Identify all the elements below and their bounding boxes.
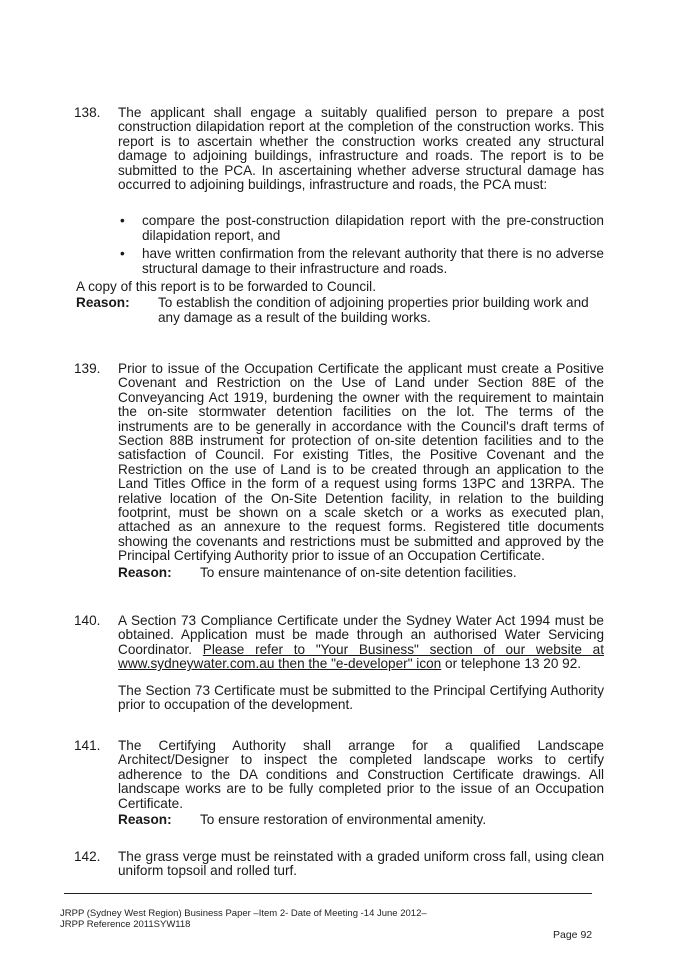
reason-text: To ensure restoration of environmental amenity. xyxy=(200,812,487,828)
footer-line-1: JRPP (Sydney West Region) Business Paper –Item 2- Date of Meeting -14 June 2012– xyxy=(60,908,427,919)
clause-number: 140. xyxy=(74,613,101,628)
bullet-list xyxy=(118,214,604,276)
clause-number: 141. xyxy=(74,738,101,753)
list-item xyxy=(118,247,604,276)
clause-text xyxy=(118,614,604,672)
footer xyxy=(60,908,427,930)
footer-line-2: JRPP Reference 2011SYW118 xyxy=(60,919,191,930)
clause-number: 138. xyxy=(74,105,101,120)
page-number: Page 92 xyxy=(553,929,593,941)
clause-text-a: A Section 73 Compliance Certificate under the Sydney Water Act 1994 must be obtained. Application must be made through an authorised Water Servicing Coordinator. xyxy=(118,613,604,657)
clause-139 xyxy=(74,362,604,580)
website-link[interactable]: Please refer to "Your Business" section of our website at www.sydneywater.com.au then the "e-developer" icon xyxy=(118,641,604,672)
bullet-text: compare the post-construction dilapidation report with the pre-construction dilapidation report, and xyxy=(142,213,604,243)
reason-row xyxy=(118,566,604,580)
reason-row xyxy=(76,296,604,325)
list-item xyxy=(118,214,604,243)
reason-text: To ensure maintenance of on-site detention facilities. xyxy=(200,564,517,580)
clause-140 xyxy=(74,614,604,712)
reason-label: Reason: xyxy=(118,564,172,580)
clause-text-b: or telephone 13 20 92. xyxy=(445,656,582,672)
clause-text: The applicant shall engage a suitably qualified person to prepare a post construction dilapidation report at the completion of the construction works. This report is to ascertain whether the construction works created any structural damage to adjoining buildings, infrastructure and roads. The report is to be submitted to the PCA. In ascertaining whether adverse structural damage has occurred to adjoining buildings, infrastructure and roads, the PCA must: xyxy=(118,105,604,193)
clause-text: The Certifying Authority shall arrange for a qualified Landscape Architect/Designer to inspect the completed landscape works to certify adherence to the DA conditions and Construction Certificate drawings. All landscape works are to be fully completed prior to the issue of an Occupation Certificate. xyxy=(118,738,604,811)
clause-paragraph-2: The Section 73 Certificate must be submitted to the Principal Certifying Authority prior to occupation of the development. xyxy=(118,682,604,713)
reason-label: Reason: xyxy=(118,812,172,828)
clause-138 xyxy=(74,106,604,325)
clause-142 xyxy=(74,850,604,879)
clause-text: Prior to issue of the Occupation Certificate the applicant must create a Positive Covenant and Restriction on the Use of Land under Section 88E of the Conveyancing Act 1919, burdening the owner with the requirement to maintain the on-site stormwater detention facilities on the lot. The terms of the instruments are to be generally in accordance with the Council's draft terms of Section 88B instrument for protection of on-site detention facilities and to the satisfaction of Council. For existing Titles, the Positive Covenant and the Restriction on the use of Land is to be created through an application to the Land Titles Office in the form of a request using forms 13PC and 13RPA. The relative location of the On-Site Detention facility, in relation to the building footprint, must be shown on a scale sketch or a works as executed plan, attached as an annexure to the request forms. Registered title documents showing the covenants and restrictions must be submitted and approved by the Principal Certifying Authority prior to issue of an Occupation Certificate. xyxy=(118,361,604,564)
reason-text: To establish the condition of adjoining properties prior building work and any damage as a result of the building works. xyxy=(158,295,589,325)
reason-row xyxy=(118,813,604,827)
bullet-icon: • xyxy=(120,213,125,229)
clause-141 xyxy=(74,739,604,827)
clause-text: The grass verge must be reinstated with a graded uniform cross fall, using clean uniform topsoil and rolled turf. xyxy=(118,849,604,879)
footer-divider xyxy=(64,893,592,894)
clause-number: 139. xyxy=(74,361,101,376)
bullet-icon: • xyxy=(120,246,125,262)
reason-label: Reason: xyxy=(76,295,130,311)
clause-after-text: A copy of this report is to be forwarded to Council. xyxy=(76,279,376,295)
bullet-text: have written confirmation from the relevant authority that there is no adverse structural damage to their infrastructure and roads. xyxy=(142,246,604,276)
clause-number: 142. xyxy=(74,849,101,864)
